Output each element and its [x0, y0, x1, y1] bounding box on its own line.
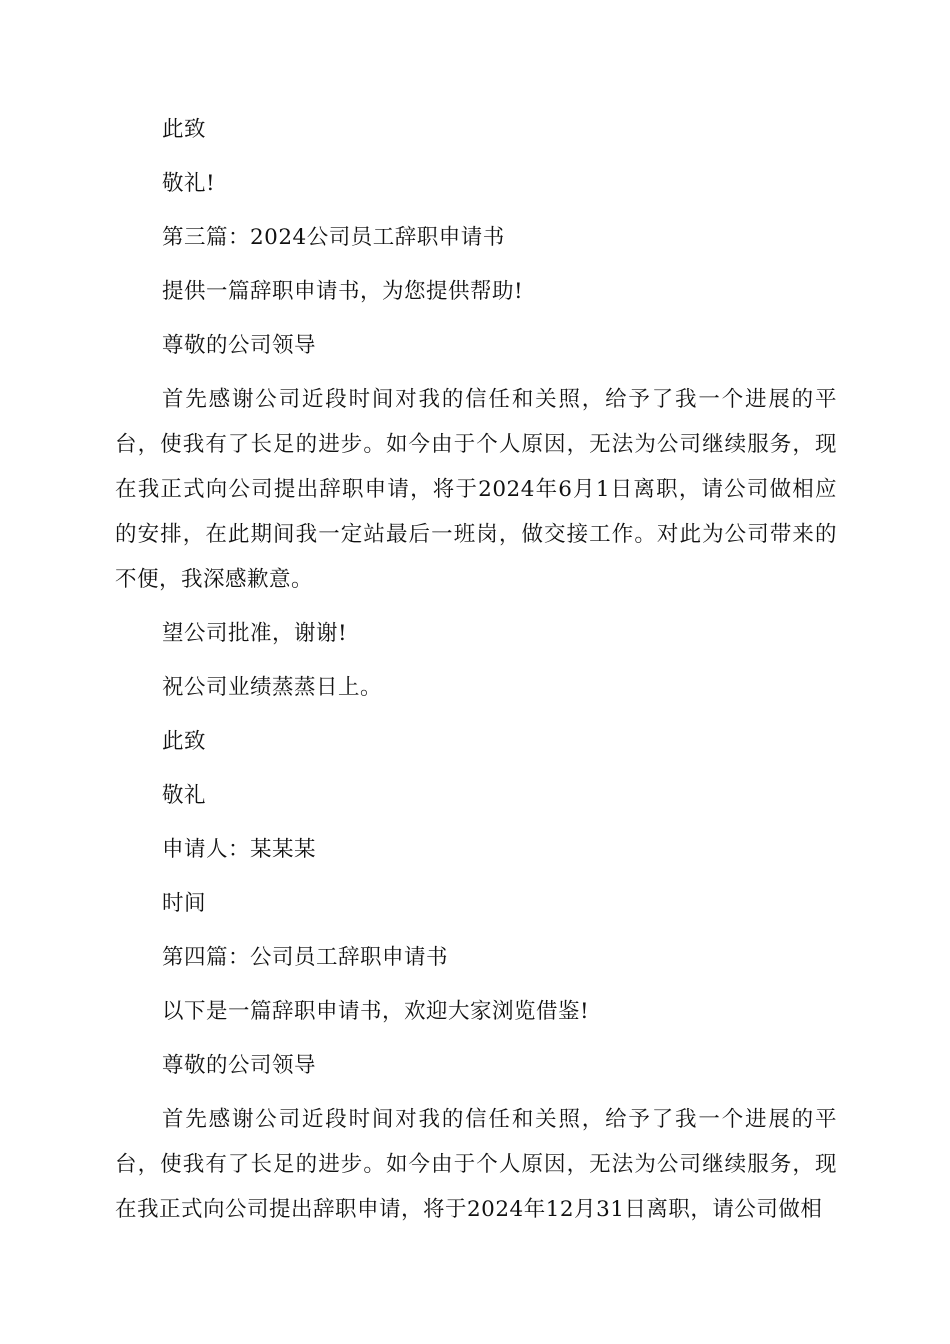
section-heading-3: 第三篇：2024公司员工辞职申请书	[162, 225, 505, 250]
wishes-line: 祝公司业绩蒸蒸日上。	[162, 675, 383, 700]
closing-salutation: 此致	[162, 117, 207, 142]
section-heading-4: 第四篇：公司员工辞职申请书	[162, 945, 449, 970]
closing-regards: 敬礼	[162, 783, 207, 808]
request-line: 望公司批准，谢谢!	[162, 621, 348, 646]
closing-regards: 敬礼!	[162, 171, 216, 196]
date-line: 时间	[162, 891, 207, 916]
body-paragraph: 首先感谢公司近段时间对我的信任和关照，给予了我一个进展的平台，使我有了长足的进步。如今由于个人原因，无法为公司继续服务，现在我正式向公司提出辞职申请，将于2024年12月31日离职，请公司做相	[115, 1107, 837, 1222]
intro-line: 提供一篇辞职申请书，为您提供帮助!	[162, 279, 524, 304]
greeting: 尊敬的公司领导	[162, 333, 317, 358]
intro-line: 以下是一篇辞职申请书，欢迎大家浏览借鉴!	[162, 999, 590, 1024]
applicant-line: 申请人：某某某	[162, 837, 317, 862]
closing-salutation: 此致	[162, 729, 207, 754]
document-body	[115, 107, 837, 1241]
greeting: 尊敬的公司领导	[162, 1053, 317, 1078]
body-paragraph: 首先感谢公司近段时间对我的信任和关照，给予了我一个进展的平台，使我有了长足的进步。如今由于个人原因，无法为公司继续服务，现在我正式向公司提出辞职申请，将于2024年6月1日离职，请公司做相应的安排，在此期间我一定站最后一班岗，做交接工作。对此为公司带来的不便，我深感歉意。	[115, 387, 837, 592]
